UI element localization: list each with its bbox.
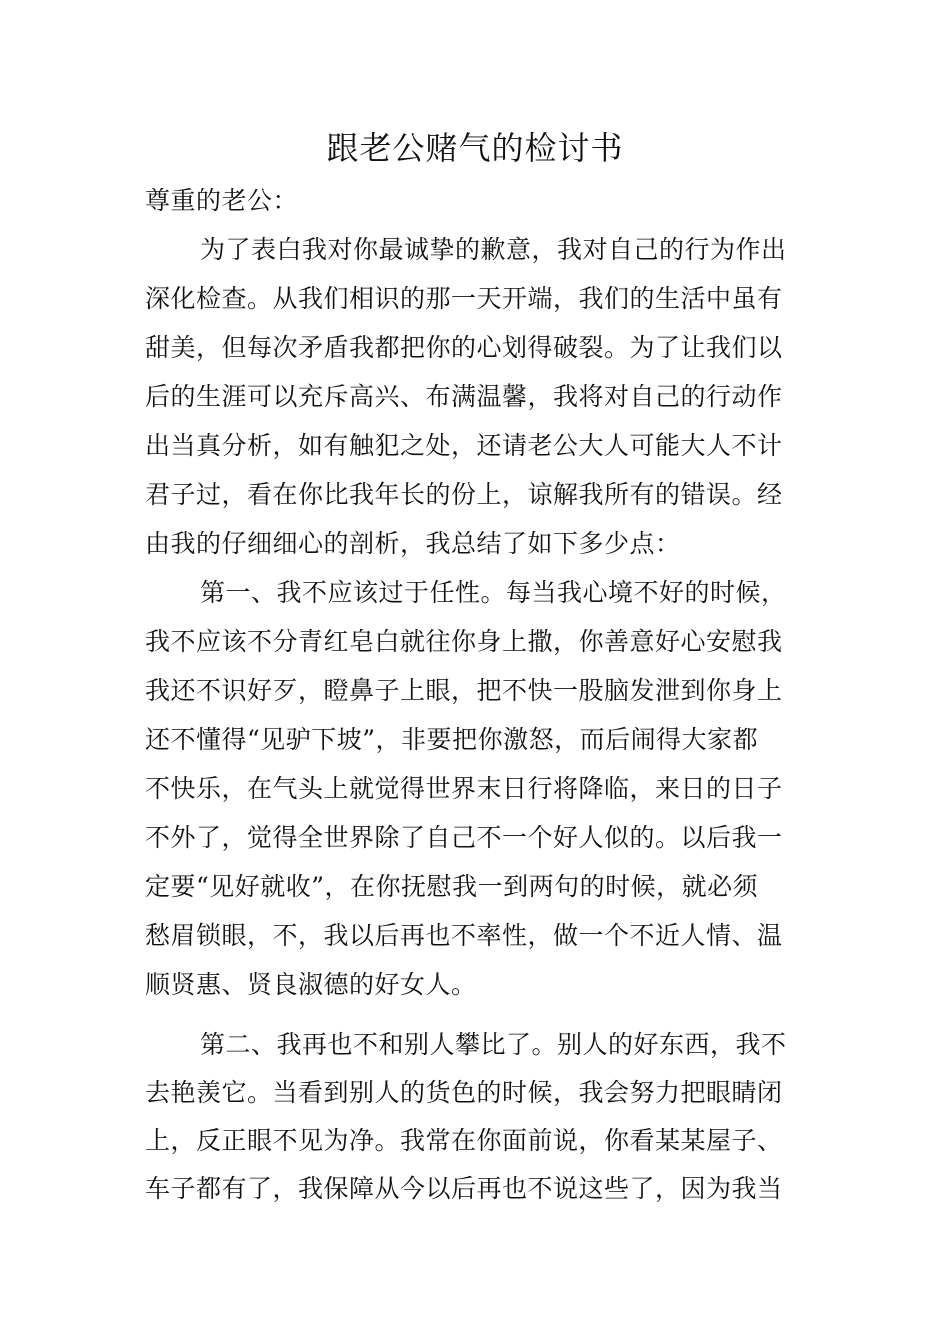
paragraph-1 xyxy=(145,225,810,568)
paragraph-line: 第一、我不应该过于任性。每当我心境不好的时候， xyxy=(200,578,787,607)
paragraph-line: 车子都有了，我保障从今以后再也不说这些了，因为我当 xyxy=(145,1174,783,1203)
paragraph-line: 愁眉锁眼，不，我以后再也不率性，做一个不近人情、温 xyxy=(145,921,783,950)
paragraph-line: 出当真分析，如有触犯之处，还请老公大人可能大人不计 xyxy=(145,431,783,460)
paragraph-line: 去艳羡它。当看到别人的货色的时候，我会努力把眼睛闭 xyxy=(145,1078,783,1107)
paragraph-line: 还不懂得“见驴下坡”，非要把你激怒，而后闹得大家都 xyxy=(145,725,759,754)
paragraph-line: 我还不识好歹，瞪鼻子上眼，把不快一股脑发泄到你身上 xyxy=(145,676,783,705)
paragraph-line: 上，反正眼不见为净。我常在你面前说，你看某某屋子、 xyxy=(145,1126,783,1155)
paragraph-line: 甜美，但每次矛盾我都把你的心划得破裂。为了让我们以 xyxy=(145,333,783,362)
paragraph-line: 不快乐，在气头上就觉得世界末日行将降临，来日的日子 xyxy=(145,774,783,803)
paragraph-line: 定要“见好就收”，在你抚慰我一到两句的时候，就必须 xyxy=(145,872,759,901)
paragraph-line: 为了表白我对你最诚挚的歉意，我对自己的行为作出 xyxy=(200,235,787,264)
paragraph-line: 不外了，觉得全世界除了自己不一个好人似的。以后我一 xyxy=(145,823,783,852)
paragraph-line: 君子过，看在你比我年长的份上，谅解我所有的错误。经 xyxy=(145,480,783,509)
paragraph-line: 后的生涯可以充斥高兴、布满温馨，我将对自己的行动作 xyxy=(145,382,783,411)
paragraph-3 xyxy=(145,1020,810,1212)
paragraph-line: 顺贤惠、贤良淑德的好女人。 xyxy=(145,970,477,999)
paragraph-line: 第二、我再也不和别人攀比了。别人的好东西，我不 xyxy=(200,1030,787,1059)
paragraph-line: 由我的仔细细心的剖析，我总结了如下多少点： xyxy=(145,529,681,558)
document-title: 跟老公赌气的检讨书 xyxy=(326,129,624,167)
paragraph-line: 我不应该不分青红皂白就往你身上撒，你善意好心安慰我 xyxy=(145,627,783,656)
paragraph-line: 深化检查。从我们相识的那一天开端，我们的生活中虽有 xyxy=(145,284,783,313)
salutation: 尊重的老公： xyxy=(145,186,299,215)
paragraph-2 xyxy=(145,568,810,1009)
